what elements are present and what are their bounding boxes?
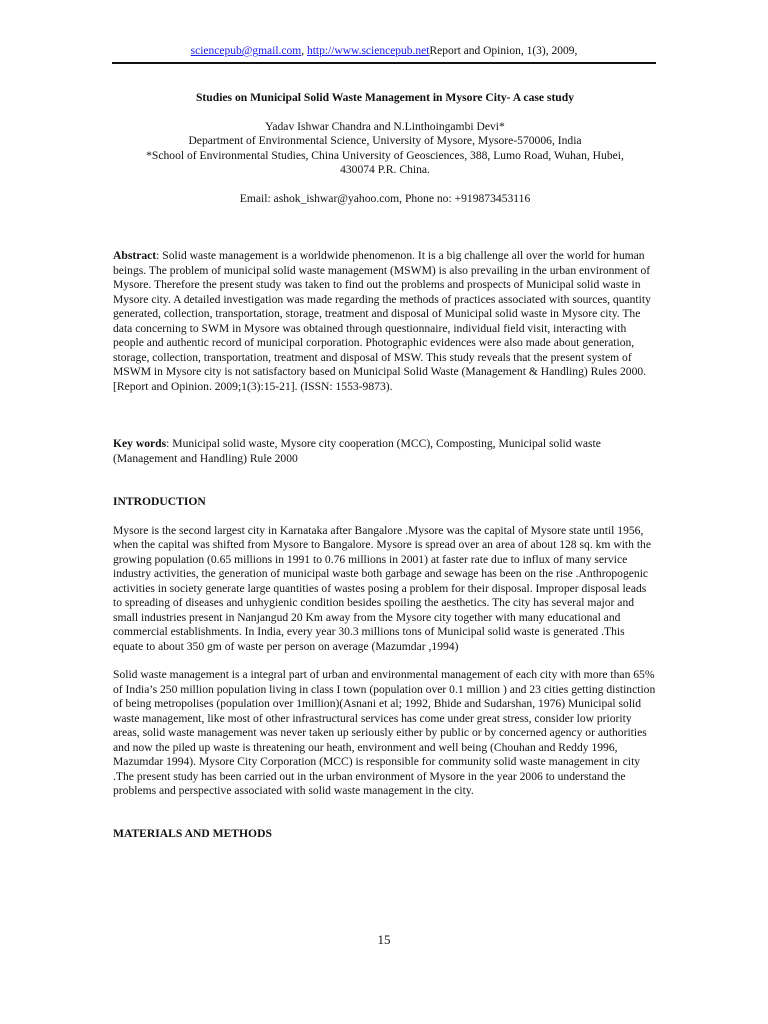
abstract-text: : Solid waste management is a worldwide phenomenon. It is a big challenge all over the world for human beings. The problem of municipal solid waste management (MSWM) is also prevailing in the urban environment of Mysore. Therefore the present study was taken to find out the problems and prospects of Municipal solid waste in Mysore city. A detailed investigation was made regarding the methods of practices associated with sources, quantity generated, collection, transportation, storage, treatment and disposal of Municipal solid waste in Mysore city. The data concerning to SWM in Mysore was obtained through questionnaire, individual field visit, interacting with people and authentic record of municipal corporation. Photographic evidences were also made about generation, storage, collection, transportation, treatment and disposal of MSW. This study reveals that the present system of MSWM in Mysore city is not satisfactory based on Municipal Solid Waste (Management & Handling) Rules 2000. [Report and Opinion. 2009;1(3):15-21]. (ISSN: 1553-9873). [113, 249, 651, 393]
contact-line: Email: ashok_ishwar@yahoo.com, Phone no: +919873453116 [239, 191, 531, 205]
abstract [113, 249, 657, 394]
header-separator: , [301, 45, 307, 57]
section-heading-methods: MATERIALS AND METHODS [113, 826, 272, 840]
paper-title: Studies on Municipal Solid Waste Management in Mysore City- A case study [195, 91, 574, 104]
keywords [113, 437, 657, 466]
affiliation-1: Department of Environmental Science, University of Mysore, Mysore-570006, India [188, 134, 582, 147]
abstract-label: Abstract [113, 249, 157, 262]
introduction-paragraph-1: Mysore is the second largest city in Karnataka after Bangalore .Mysore was the capital of Mysore state until 1956, when the capital was shifted from Mysore to Bangalore. Mysore is spread over an area of about 128 sq. km with the growing population (0.65 millions in 1991 to 0.76 millions in 2001) at faster rate due to influx of many service industry activities, the generation of municipal waste both garbage and sewage has been on the rise .Anthropogenic activities in society generate large quantities of wastes posing a problem for their disposal. Improper disposal leads to spreading of diseases and unhygienic condition besides spoiling the aesthetics. The city has several major and small industries present in Nanjangud 20 Km away from the Mysore city together with many educational and commercial establishments. In India, every year 30.3 millions tons of Municipal solid waste is generated .This equate to about 350 gm of waste per person on average (Mazumdar ,1994) [113, 523, 651, 653]
introduction-paragraph-2: Solid waste management is a integral part of urban and environmental management of each city with more than 65% of India’s 250 million population living in class I town (population over 0.1 million ) and 23 cities getting distinction of being metropolises (population over 1million)(Asnani et al; 1992, Bhide and Sudarshan, 1976) Municipal solid waste management, like most of other infrastructural services has come under great stress, consider low priority areas, solid waste management was never taken up seriously either by public or by concerned agency or authorities and now the piled up waste is threatening our heath, environment and well being (Chouhan and Reddy 1996, Mazumdar 1994). Mysore City Corporation (MCC) is responsible for community solid waste management in city .The present study has been carried out in the urban environment of Mysore in the year 2006 to understand the problems and perspective associated with solid waste management in the city. [113, 668, 656, 797]
section-heading-introduction: INTRODUCTION [113, 495, 206, 508]
header-email-link[interactable]: sciencepub@gmail.com [190, 45, 302, 57]
affiliation-2-cont: 430074 P.R. China. [340, 163, 430, 176]
running-header [0, 44, 768, 58]
page-number: 15 [377, 932, 391, 947]
header-journal: Report and Opinion, 1(3), 2009, [429, 45, 578, 57]
header-url-link[interactable]: http://www.sciencepub.net [306, 45, 430, 57]
author-names: Yadav Ishwar Chandra and N.Linthoingambi Devi* [265, 119, 505, 133]
keywords-text: : Municipal solid waste, Mysore city cooperation (MCC), Composting, Municipal solid waste (Management and Handling) Rule 2000 [113, 437, 601, 465]
keywords-label: Key words [113, 437, 167, 450]
paper-body [113, 91, 657, 841]
affiliation-2: *School of Environmental Studies, China University of Geosciences, 388, Lumo Road, Wuhan, Hubei, [146, 148, 624, 162]
author-block [113, 120, 657, 178]
header-rule [112, 62, 656, 64]
